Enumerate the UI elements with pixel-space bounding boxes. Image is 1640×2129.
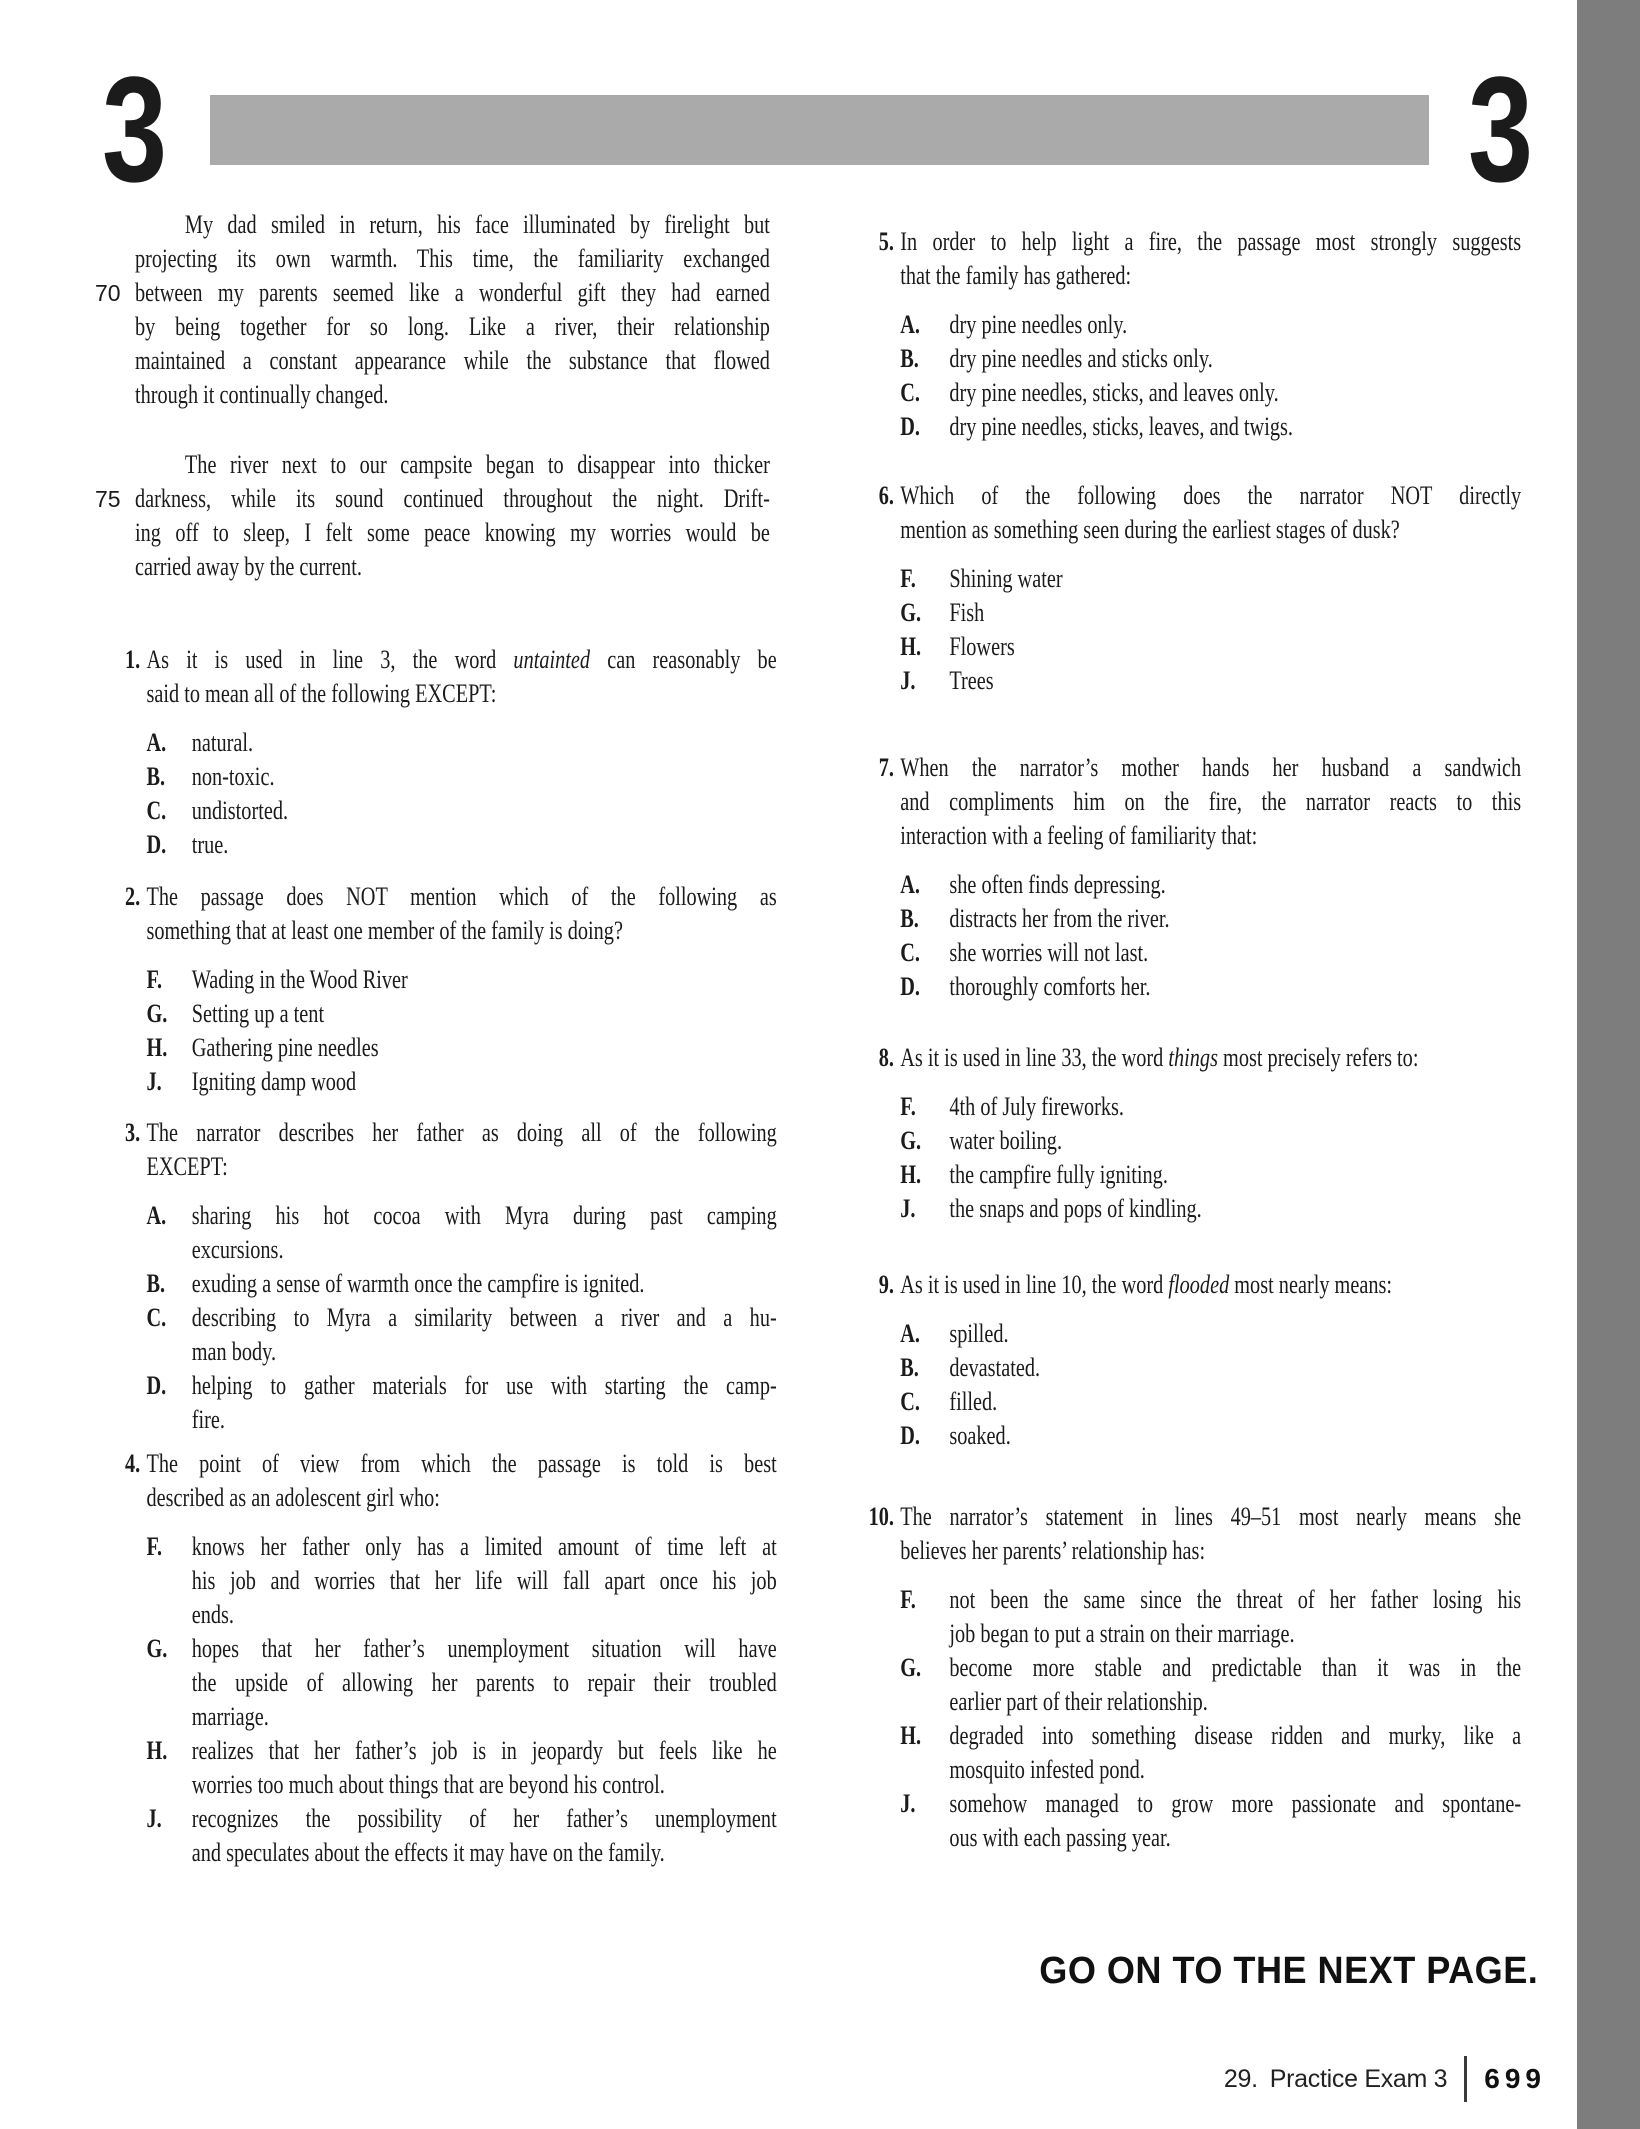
option-row (855, 1419, 1521, 1453)
option-row (95, 1734, 777, 1802)
option-text (949, 342, 1521, 376)
option-text (192, 1301, 777, 1369)
option-letter: H. (900, 632, 922, 661)
option-text (949, 410, 1521, 444)
option-line: sharing his hot cocoa with Myra during past camping (191, 1201, 777, 1230)
stem-line: said to mean all of the following EXCEPT: (146, 679, 497, 708)
option-line: Igniting damp wood (191, 1067, 357, 1096)
option-letter: B. (900, 904, 919, 933)
option-row (855, 1787, 1521, 1855)
question-number: 6. (878, 481, 894, 510)
option-letter: F. (900, 564, 916, 593)
option-text (192, 1369, 777, 1437)
option-text (949, 308, 1521, 342)
options-list (95, 1530, 777, 1870)
passage-line: carried away by the current. (135, 552, 362, 581)
option-letter: B. (900, 344, 919, 373)
option-row (95, 1267, 777, 1301)
option-line: Shining water (949, 564, 1063, 593)
option-line: knows her father only has a limited amount of time left at (191, 1532, 777, 1561)
footer-divider (1464, 2056, 1467, 2102)
question-4 (95, 1447, 777, 1870)
option-row (855, 376, 1521, 410)
question-stem (900, 1268, 1521, 1302)
option-row (95, 997, 777, 1031)
section-number-left: 3 (102, 45, 168, 213)
option-line: hopes that her father’s unemployment situation will have (191, 1634, 777, 1663)
option-row (95, 1802, 777, 1870)
question-stem (900, 225, 1521, 293)
question-stem (900, 1041, 1521, 1075)
option-row (95, 726, 777, 760)
option-row (855, 630, 1521, 664)
stem-line: something that at least one member of the family is doing? (146, 916, 623, 945)
option-line: Flowers (949, 632, 1015, 661)
question-stem (146, 1116, 776, 1184)
stem-line: In order to help light a fire, the passage most strongly suggests (900, 227, 1522, 256)
option-row (855, 1317, 1521, 1351)
option-letter: G. (146, 999, 168, 1028)
option-row (95, 963, 777, 997)
option-line: soaked. (949, 1421, 1011, 1450)
option-line: his job and worries that her life will fall apart once his job (191, 1566, 777, 1595)
option-letter: J. (900, 1789, 916, 1818)
option-text (949, 1158, 1521, 1192)
options-list (855, 1090, 1521, 1226)
stem-line: As it is used in line 3, the word untainted can reasonably be (146, 645, 777, 674)
option-row (95, 1530, 777, 1632)
option-letter: D. (900, 412, 920, 441)
stem-line: that the family has gathered: (900, 261, 1132, 290)
option-line: Setting up a tent (191, 999, 325, 1028)
option-text (192, 1734, 777, 1802)
option-line: undistorted. (191, 796, 289, 825)
option-text (192, 760, 777, 794)
option-text (949, 1124, 1521, 1158)
option-letter: F. (900, 1585, 916, 1614)
option-letter: F. (146, 965, 163, 994)
option-letter: G. (146, 1634, 168, 1663)
question-number: 1. (125, 645, 141, 674)
option-letter: F. (900, 1092, 916, 1121)
passage-line: My dad smiled in return, his face illuminated by firelight but (184, 210, 770, 239)
option-letter: J. (900, 666, 916, 695)
option-row (855, 868, 1521, 902)
footer-page-number: 699 (1484, 2063, 1546, 2094)
option-row (855, 1158, 1521, 1192)
option-letter: A. (146, 728, 167, 757)
option-line: exuding a sense of warmth once the campfire is ignited. (191, 1269, 645, 1298)
option-row (855, 410, 1521, 444)
option-letter: G. (900, 1126, 922, 1155)
options-list (855, 868, 1521, 1004)
option-line: marriage. (191, 1702, 269, 1731)
option-letter: D. (146, 1371, 167, 1400)
option-line: natural. (191, 728, 254, 757)
question-3 (95, 1116, 777, 1437)
option-line: Fish (949, 598, 985, 627)
option-row (855, 1583, 1521, 1651)
option-text (949, 630, 1521, 664)
option-row (95, 1031, 777, 1065)
question-5 (855, 225, 1521, 444)
passage-line: through it continually changed. (135, 380, 389, 409)
question-stem (900, 1500, 1521, 1568)
option-line: earlier part of their relationship. (949, 1687, 1208, 1716)
question-9 (855, 1268, 1521, 1453)
option-text (949, 970, 1521, 1004)
option-line: the upside of allowing her parents to repair their troubled (191, 1668, 777, 1697)
passage-line: projecting its own warmth. This time, the familiarity exchanged (135, 244, 770, 273)
option-text (949, 936, 1521, 970)
options-list (855, 308, 1521, 444)
option-line: she worries will not last. (949, 938, 1149, 967)
question-number: 10. (868, 1502, 894, 1531)
option-text (192, 1802, 777, 1870)
option-text (949, 596, 1521, 630)
option-line: mosquito infested pond. (949, 1755, 1145, 1784)
option-line: true. (191, 830, 229, 859)
option-line: ous with each passing year. (949, 1823, 1171, 1852)
option-row (855, 664, 1521, 698)
option-row (855, 342, 1521, 376)
option-line: realizes that her father’s job is in jeopardy but feels like he (191, 1736, 777, 1765)
option-line: filled. (949, 1387, 998, 1416)
question-10 (855, 1500, 1521, 1855)
option-row (95, 828, 777, 862)
option-letter: J. (146, 1804, 162, 1833)
option-letter: A. (900, 870, 920, 899)
option-text (192, 1199, 777, 1267)
option-text (949, 1317, 1521, 1351)
option-line: fire. (191, 1405, 225, 1434)
stem-line: EXCEPT: (146, 1152, 228, 1181)
option-line: helping to gather materials for use with starting the camp- (191, 1371, 777, 1400)
option-row (95, 1369, 777, 1437)
options-list (855, 1583, 1521, 1855)
options-list (855, 562, 1521, 698)
question-stem (900, 479, 1521, 547)
option-row (95, 1301, 777, 1369)
option-letter: G. (900, 598, 922, 627)
option-line: she often finds depressing. (949, 870, 1166, 899)
question-number: 7. (878, 753, 894, 782)
option-line: water boiling. (949, 1126, 1063, 1155)
option-row (95, 1199, 777, 1267)
question-number: 2. (125, 882, 141, 911)
option-line: devastated. (949, 1353, 1041, 1382)
option-text (192, 1065, 777, 1099)
option-letter: A. (900, 310, 920, 339)
stem-line: When the narrator’s mother hands her husband a sandwich (900, 753, 1522, 782)
option-letter: J. (146, 1067, 162, 1096)
stem-line: and compliments him on the fire, the narrator reacts to this (900, 787, 1522, 816)
option-letter: H. (900, 1721, 922, 1750)
option-line: non-toxic. (191, 762, 275, 791)
option-line: and speculates about the effects it may have on the family. (191, 1838, 665, 1867)
option-line: Trees (949, 666, 994, 695)
options-list (95, 963, 777, 1099)
option-line: 4th of July fireworks. (949, 1092, 1124, 1121)
option-line: dry pine needles and sticks only. (949, 344, 1213, 373)
stem-line: described as an adolescent girl who: (146, 1483, 440, 1512)
option-line: dry pine needles, sticks, leaves, and twigs. (949, 412, 1293, 441)
option-text (949, 1419, 1521, 1453)
option-text (192, 1267, 777, 1301)
option-letter: B. (900, 1353, 919, 1382)
option-letter: C. (900, 1387, 920, 1416)
passage-line: maintained a constant appearance while the substance that flowed (135, 346, 770, 375)
option-letter: C. (146, 1303, 167, 1332)
stem-line: believes her parents’ relationship has: (900, 1536, 1206, 1565)
page-edge-strip (1577, 0, 1640, 2129)
question-number: 5. (878, 227, 894, 256)
stem-line: Which of the following does the narrator NOT directly (900, 481, 1522, 510)
stem-line: interaction with a feeling of familiarity that: (900, 821, 1258, 850)
option-letter: A. (900, 1319, 920, 1348)
section-number-right: 3 (1468, 45, 1534, 213)
option-letter: B. (146, 1269, 166, 1298)
option-text (949, 664, 1521, 698)
question-8 (855, 1041, 1521, 1226)
passage-paragraph (135, 448, 770, 584)
option-row (855, 902, 1521, 936)
option-letter: J. (900, 1194, 916, 1223)
question-number: 8. (878, 1043, 894, 1072)
option-line: not been the same since the threat of her father losing his (949, 1585, 1522, 1614)
option-letter: D. (900, 1421, 920, 1450)
option-row (855, 1385, 1521, 1419)
option-text (192, 726, 777, 760)
header-bar (210, 95, 1429, 165)
footer-reference (1224, 2056, 1546, 2102)
option-row (855, 970, 1521, 1004)
option-row (855, 1351, 1521, 1385)
option-line: Wading in the Wood River (191, 965, 408, 994)
question-1 (95, 643, 777, 862)
option-line: man body. (191, 1337, 277, 1366)
question-number: 3. (125, 1118, 141, 1147)
option-row (855, 1090, 1521, 1124)
option-text (192, 1530, 777, 1632)
option-row (95, 760, 777, 794)
option-text (949, 562, 1521, 596)
option-text (192, 1632, 777, 1734)
option-row (95, 794, 777, 828)
option-text (192, 1031, 777, 1065)
option-letter: C. (900, 378, 920, 407)
option-text (192, 828, 777, 862)
option-text (192, 963, 777, 997)
option-letter: H. (146, 1033, 168, 1062)
option-row (95, 1065, 777, 1099)
option-row (855, 1124, 1521, 1158)
option-letter: G. (900, 1653, 922, 1682)
option-row (95, 1632, 777, 1734)
option-line: distracts her from the river. (949, 904, 1170, 933)
option-letter: F. (146, 1532, 163, 1561)
option-letter: H. (146, 1736, 168, 1765)
option-line: somehow managed to grow more passionate and spontane- (949, 1789, 1522, 1818)
option-line: job began to put a strain on their marriage. (949, 1619, 1295, 1648)
option-line: describing to Myra a similarity between a river and a hu- (191, 1303, 777, 1332)
passage-line: The river next to our campsite began to disappear into thicker (184, 450, 770, 479)
option-text (192, 794, 777, 828)
option-row (855, 1651, 1521, 1719)
option-line: the campfire fully igniting. (949, 1160, 1168, 1189)
question-2 (95, 880, 777, 1099)
option-line: become more stable and predictable than it was in the (949, 1653, 1522, 1682)
passage (135, 208, 770, 584)
option-row (855, 936, 1521, 970)
option-text (949, 376, 1521, 410)
option-row (855, 1719, 1521, 1787)
passage-line: between my parents seemed like a wonderful gift they had earned (135, 278, 770, 307)
stem-line: The passage does NOT mention which of the following as (146, 882, 777, 911)
option-row (855, 1192, 1521, 1226)
option-line: worries too much about things that are beyond his control. (191, 1770, 665, 1799)
question-stem (900, 751, 1521, 853)
stem-line: mention as something seen during the earliest stages of dusk? (900, 515, 1400, 544)
option-text (192, 997, 777, 1031)
option-text (949, 1719, 1521, 1787)
stem-line: The narrator’s statement in lines 49–51 most nearly means she (900, 1502, 1522, 1531)
option-row (855, 562, 1521, 596)
stem-line: The point of view from which the passage is told is best (146, 1449, 777, 1478)
passage-line-number: 75 (95, 486, 121, 512)
passage-paragraph (135, 208, 770, 412)
passage-line-number: 70 (95, 280, 121, 306)
option-letter: H. (900, 1160, 922, 1189)
options-list (95, 726, 777, 862)
option-line: dry pine needles only. (949, 310, 1128, 339)
question-number: 4. (125, 1449, 141, 1478)
option-text (949, 1787, 1521, 1855)
option-text (949, 1583, 1521, 1651)
option-line: dry pine needles, sticks, and leaves only. (949, 378, 1279, 407)
stem-line: As it is used in line 10, the word flooded most nearly means: (900, 1270, 1392, 1299)
stem-line: The narrator describes her father as doing all of the following (146, 1118, 777, 1147)
question-stem (146, 643, 776, 711)
option-text (949, 1090, 1521, 1124)
go-on-instruction: GO ON TO THE NEXT PAGE. (1038, 1950, 1538, 1992)
option-line: excursions. (191, 1235, 284, 1264)
question-6 (855, 479, 1521, 698)
option-text (949, 902, 1521, 936)
question-number: 9. (878, 1270, 894, 1299)
option-line: Gathering pine needles (191, 1033, 379, 1062)
option-letter: C. (146, 796, 167, 825)
stem-line: As it is used in line 33, the word things most precisely refers to: (900, 1043, 1419, 1072)
options-list (855, 1317, 1521, 1453)
option-line: spilled. (949, 1319, 1009, 1348)
option-letter: A. (146, 1201, 167, 1230)
option-text (949, 1192, 1521, 1226)
question-stem (146, 1447, 776, 1515)
option-text (949, 1651, 1521, 1719)
footer-chapter-title: Practice Exam 3 (1269, 2064, 1448, 2093)
option-line: thoroughly comforts her. (949, 972, 1151, 1001)
passage-line: ing off to sleep, I felt some peace knowing my worries would be (135, 518, 770, 547)
option-line: recognizes the possibility of her father’s unemployment (191, 1804, 777, 1833)
options-list (95, 1199, 777, 1437)
passage-line: by being together for so long. Like a river, their relationship (135, 312, 770, 341)
option-line: the snaps and pops of kindling. (949, 1194, 1202, 1223)
option-line: degraded into something disease ridden and murky, like a (949, 1721, 1522, 1750)
option-row (855, 596, 1521, 630)
option-row (855, 308, 1521, 342)
question-7 (855, 751, 1521, 1004)
option-letter: D. (146, 830, 167, 859)
option-text (949, 1385, 1521, 1419)
question-stem (146, 880, 776, 948)
option-text (949, 868, 1521, 902)
footer-chapter-number: 29. (1223, 2064, 1258, 2093)
option-text (949, 1351, 1521, 1385)
option-letter: B. (146, 762, 166, 791)
passage-line: darkness, while its sound continued throughout the night. Drift- (135, 484, 770, 513)
option-line: ends. (191, 1600, 234, 1629)
option-letter: D. (900, 972, 920, 1001)
option-letter: C. (900, 938, 920, 967)
